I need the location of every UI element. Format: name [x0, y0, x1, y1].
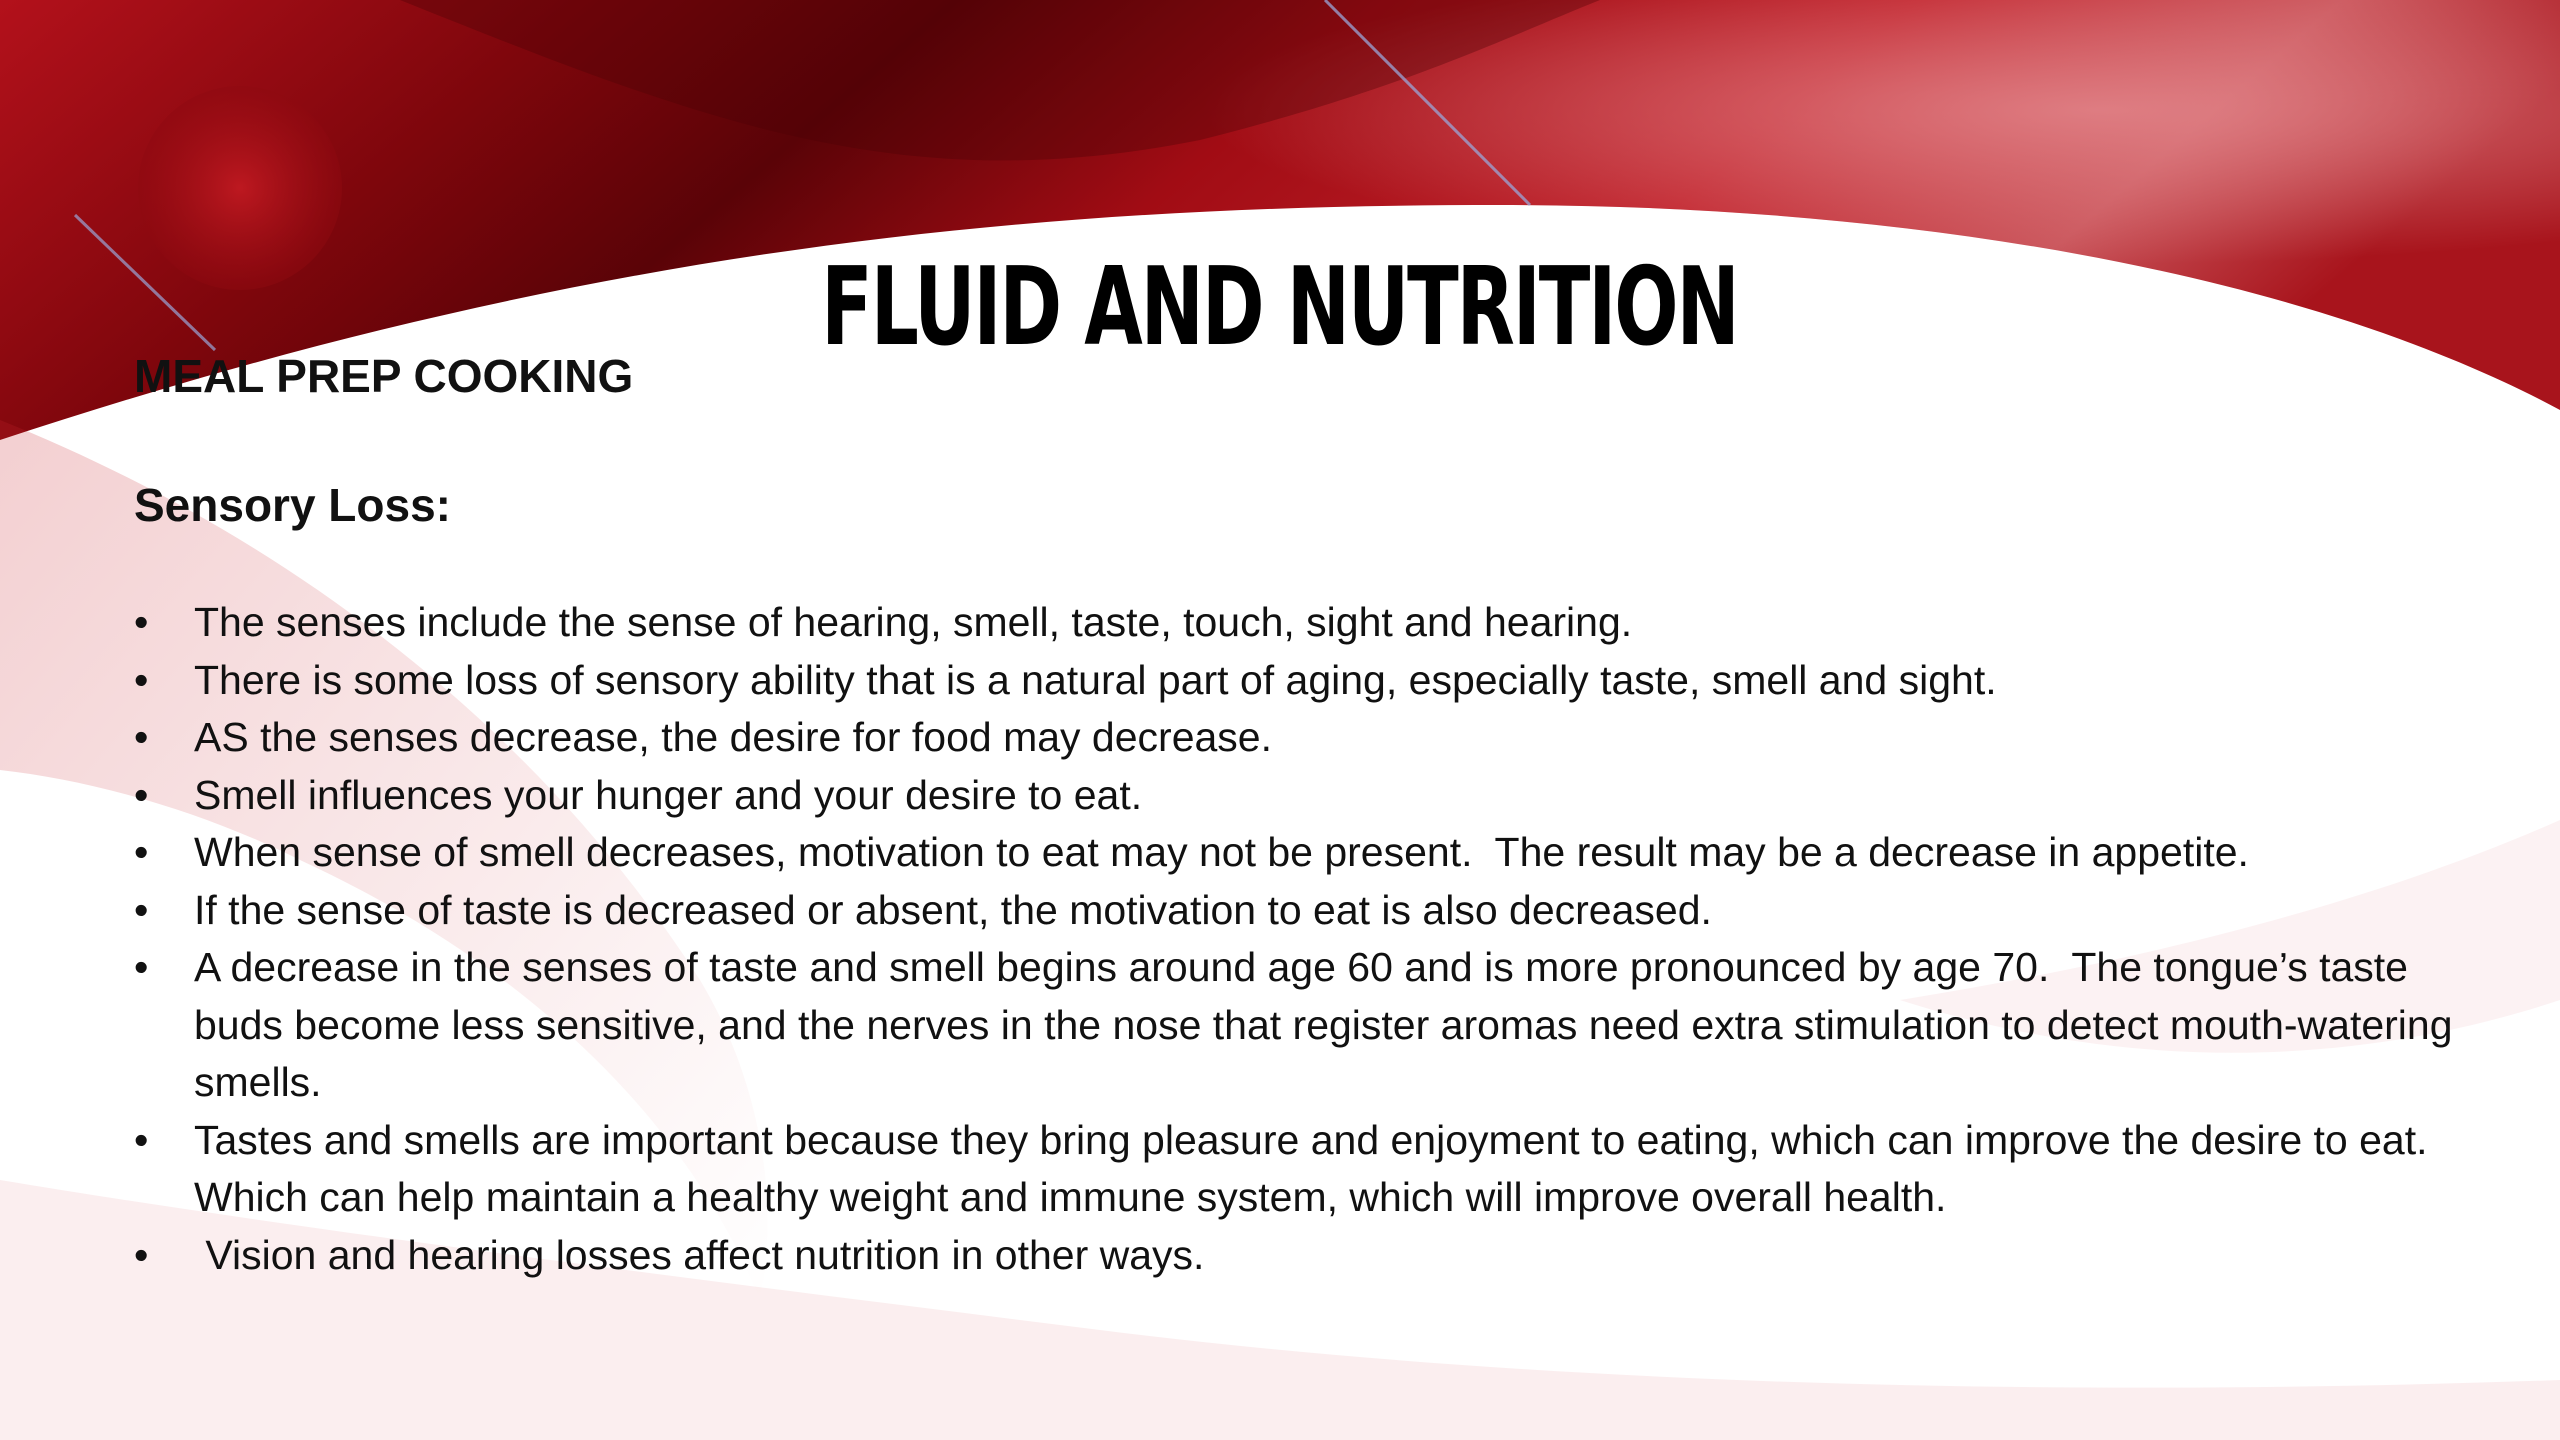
list-item: [134, 882, 2464, 940]
bullet-icon: •: [134, 944, 149, 990]
bullet-text: Vision and hearing losses affect nutrition in other ways.: [194, 1231, 1205, 1278]
list-item: [134, 767, 2464, 825]
list-item: [134, 652, 2464, 710]
list-item: [134, 709, 2464, 767]
bullet-icon: •: [134, 714, 149, 760]
list-item: [134, 594, 2464, 652]
bullet-icon: •: [134, 599, 149, 645]
bullet-text: The senses include the sense of hearing, smell, taste, touch, sight and hearing.: [194, 599, 1633, 645]
bullet-icon: •: [134, 1231, 149, 1278]
section-heading: Sensory Loss:: [134, 479, 451, 531]
bullet-text: Tastes and smells are important because they bring pleasure and enjoyment to eating, which can improve the desire to eat. Which can help maintain a healthy weight and immune system, which will improve overall health.: [194, 1116, 2439, 1220]
bullet-text: A decrease in the senses of taste and smell begins around age 60 and is more pronounced by age 70. The tongue’s taste buds become less sensitive, and the nerves in the nose that register aromas need extra stimulation to detect mouth-watering smells.: [194, 944, 2464, 1105]
list-item: [134, 824, 2464, 882]
bullet-text: Smell influences your hunger and your desire to eat.: [194, 771, 1143, 818]
bullet-icon: •: [134, 886, 149, 933]
bullet-list: [134, 594, 2464, 1284]
bullet-text: When sense of smell decreases, motivation to eat may not be present. The result may be a decrease in appetite.: [194, 829, 2249, 875]
list-item: [134, 939, 2464, 1112]
bullet-icon: •: [134, 1116, 149, 1163]
bullet-icon: •: [134, 829, 149, 875]
list-item: [134, 1227, 2464, 1285]
bullet-text: There is some loss of sensory ability that is a natural part of aging, especially taste, smell and sight.: [194, 656, 1997, 703]
slide-title: FLUID AND NUTRITION: [821, 245, 1738, 370]
bullet-text: AS the senses decrease, the desire for food may decrease.: [194, 714, 1272, 760]
bullet-icon: •: [134, 656, 149, 703]
slide-subtitle: MEAL PREP COOKING: [134, 350, 634, 402]
bullet-icon: •: [134, 771, 149, 818]
list-item: [134, 1112, 2464, 1227]
bullet-text: If the sense of taste is decreased or absent, the motivation to eat is also decreased.: [194, 886, 1712, 933]
decorative-orb: [138, 86, 342, 290]
